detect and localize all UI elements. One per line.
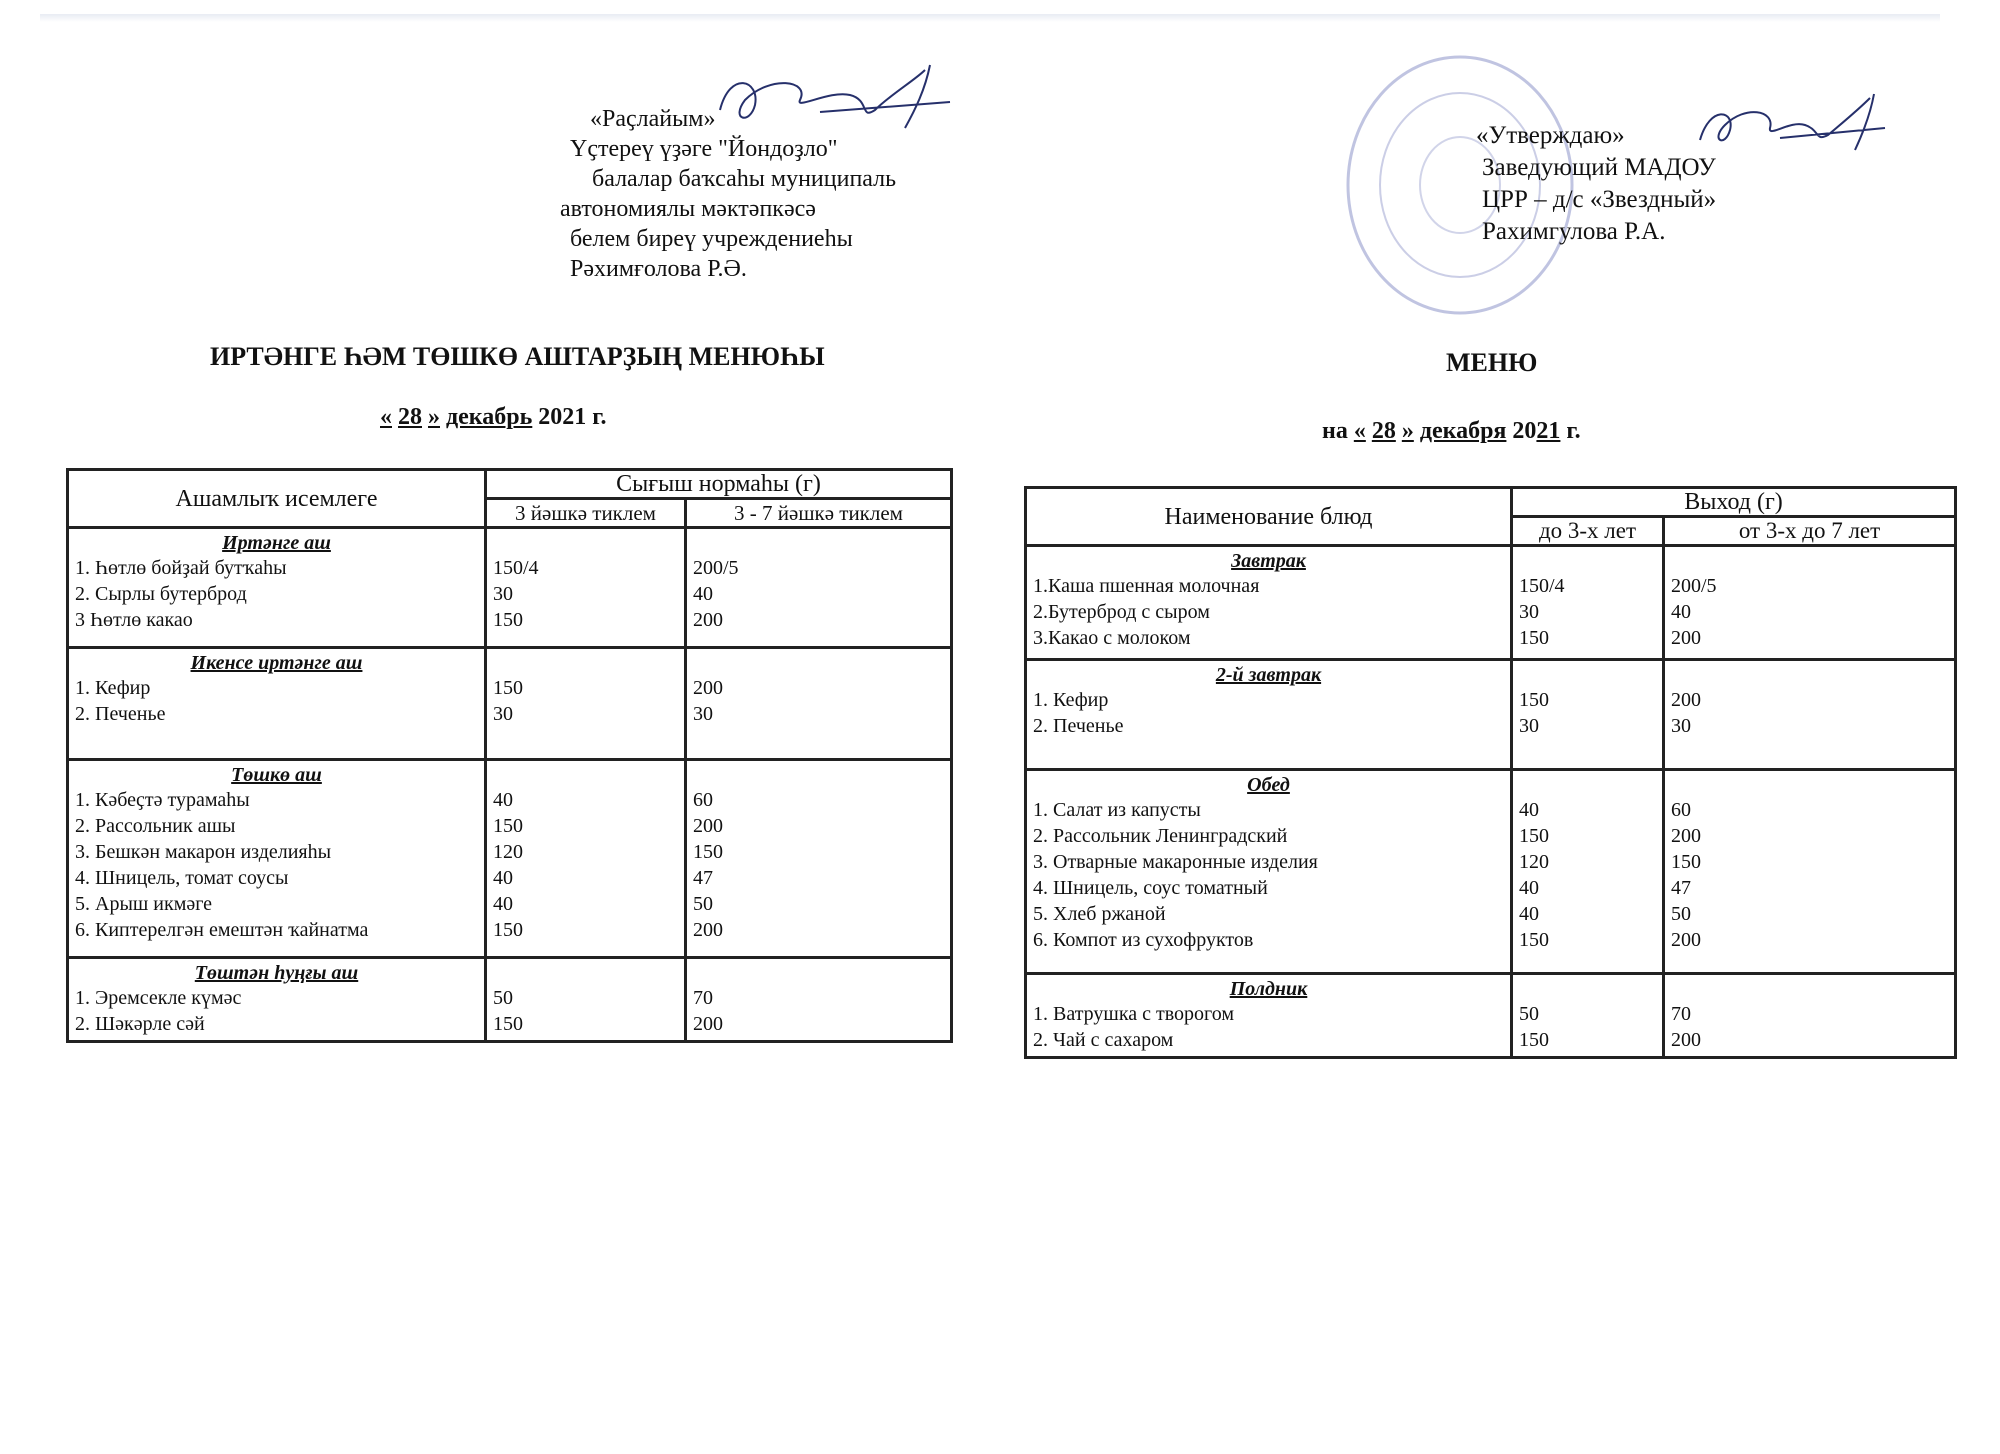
dish-item: 2. Сырлы бутерброд bbox=[75, 583, 247, 605]
dish-item: 3.Какао с молоком bbox=[1033, 627, 1191, 649]
date-month: декабрь bbox=[446, 404, 533, 430]
yield-value: 60 bbox=[693, 789, 713, 811]
approval-line: «Утверждаю» bbox=[1476, 122, 1625, 149]
yield-value: 40 bbox=[1519, 903, 1539, 925]
yield-value: 120 bbox=[1519, 851, 1549, 873]
yield-value: 40 bbox=[493, 867, 513, 889]
yield-value: 50 bbox=[1519, 1003, 1539, 1025]
header-yield: Сығыш нормаһы (г) bbox=[486, 470, 952, 499]
section-cell bbox=[1026, 546, 1512, 660]
header-age-a: до 3-х лет bbox=[1512, 517, 1664, 546]
dish-item: 1. Салат из капусты bbox=[1033, 799, 1201, 821]
yield-value: 40 bbox=[493, 893, 513, 915]
yield-value: 50 bbox=[693, 893, 713, 915]
date-prefix: на bbox=[1322, 418, 1348, 444]
table-row bbox=[68, 528, 952, 648]
scan-artifact bbox=[40, 14, 1940, 22]
yield-cell-b bbox=[686, 958, 952, 1042]
yield-value: 150 bbox=[1519, 1029, 1549, 1051]
section-title: Төшкө аш bbox=[231, 764, 322, 786]
yield-value: 40 bbox=[1671, 601, 1691, 623]
dish-item: 5. Хлеб ржаной bbox=[1033, 903, 1166, 925]
yield-value: 40 bbox=[693, 583, 713, 605]
yield-value: 70 bbox=[693, 987, 713, 1009]
yield-cell-a bbox=[486, 528, 686, 648]
dish-item: 2. Рассольник ашы bbox=[75, 815, 236, 837]
date-quote-close: » bbox=[1401, 418, 1414, 444]
yield-value: 47 bbox=[693, 867, 713, 889]
yield-value: 200 bbox=[1671, 627, 1701, 649]
yield-value: 200/5 bbox=[693, 557, 739, 579]
date-quote-close: » bbox=[428, 404, 440, 430]
yield-value: 150/4 bbox=[1519, 575, 1565, 597]
yield-value: 200 bbox=[693, 815, 723, 837]
yield-value: 200 bbox=[1671, 689, 1701, 711]
dish-item: 5. Арыш икмәге bbox=[75, 893, 213, 915]
section-cell bbox=[68, 528, 486, 648]
table-row bbox=[1026, 974, 1956, 1058]
dish-item: 2. Печенье bbox=[1033, 715, 1124, 737]
dish-item: 3. Бешкән макарон изделияһы bbox=[75, 841, 332, 863]
dish-item: 2. Шәкәрле сәй bbox=[75, 1013, 205, 1035]
approval-line: Рәхимғолова Р.Ә. bbox=[570, 256, 747, 282]
approval-line: Рахимгулова Р.А. bbox=[1482, 218, 1666, 245]
yield-value: 150 bbox=[1519, 627, 1549, 649]
section-cell bbox=[1026, 974, 1512, 1058]
yield-value: 200 bbox=[693, 919, 723, 941]
dish-item: 4. Шницель, соус томатный bbox=[1033, 877, 1268, 899]
yield-value: 30 bbox=[1519, 715, 1539, 737]
approval-line: «Раҫлайым» bbox=[590, 106, 716, 132]
yield-cell-a bbox=[486, 958, 686, 1042]
header-dish-name: Ашамлыҡ исемлеге bbox=[68, 470, 486, 528]
yield-value: 150 bbox=[493, 609, 523, 631]
yield-cell-b bbox=[1664, 660, 1956, 770]
dish-item: 2. Рассольник Ленинградский bbox=[1033, 825, 1288, 847]
section-title: Полдник bbox=[1229, 978, 1308, 1000]
date-quote-open: « bbox=[1353, 418, 1366, 444]
yield-value: 120 bbox=[493, 841, 523, 863]
yield-cell-a bbox=[1512, 546, 1664, 660]
dish-item: 6. Компот из сухофруктов bbox=[1033, 929, 1254, 951]
yield-value: 30 bbox=[693, 703, 713, 725]
yield-value: 30 bbox=[493, 703, 513, 725]
yield-value: 150 bbox=[693, 841, 723, 863]
date-year: 20 bbox=[1512, 418, 1537, 444]
approval-line: автономиялы мәктәпкәсә bbox=[560, 196, 816, 222]
dish-item: 1. Ватрушка с творогом bbox=[1033, 1003, 1235, 1025]
date-day: 28 bbox=[1371, 418, 1396, 444]
yield-cell-a bbox=[1512, 770, 1664, 974]
table-row bbox=[68, 760, 952, 958]
yield-value: 150 bbox=[493, 815, 523, 837]
yield-value: 200 bbox=[693, 1013, 723, 1035]
approval-line: Үҫтереү үҙәге "Йондоҙло" bbox=[570, 136, 838, 162]
section-title: Завтрак bbox=[1231, 550, 1306, 572]
yield-value: 40 bbox=[493, 789, 513, 811]
section-cell bbox=[68, 760, 486, 958]
section-cell bbox=[1026, 660, 1512, 770]
section-cell bbox=[68, 958, 486, 1042]
left-date bbox=[380, 404, 607, 431]
section-title: Икенсе иртәнге аш bbox=[190, 652, 363, 674]
section-cell bbox=[68, 648, 486, 760]
yield-value: 50 bbox=[493, 987, 513, 1009]
yield-value: 50 bbox=[1671, 903, 1691, 925]
yield-value: 150 bbox=[493, 1013, 523, 1035]
yield-value: 200 bbox=[1671, 929, 1701, 951]
table-row bbox=[1026, 770, 1956, 974]
yield-cell-b bbox=[686, 648, 952, 760]
yield-value: 47 bbox=[1671, 877, 1691, 899]
header-age-a: 3 йәшкә тиклем bbox=[486, 499, 686, 528]
header-age-b: от 3-х до 7 лет bbox=[1664, 517, 1956, 546]
dish-item: 2.Бутерброд с сыром bbox=[1033, 601, 1210, 623]
table-row bbox=[1026, 660, 1956, 770]
date-month: декабря bbox=[1419, 418, 1507, 444]
dish-item: 4. Шницель, томат соусы bbox=[75, 867, 289, 889]
approval-line: Заведующий МАДОУ bbox=[1482, 154, 1716, 181]
section-title: Төштән һуңғы аш bbox=[194, 962, 359, 984]
right-approval-block bbox=[1476, 120, 1716, 248]
yield-cell-b bbox=[1664, 770, 1956, 974]
date-year-end: 21 bbox=[1536, 418, 1561, 444]
dish-item: 1. Кәбеҫтә турамаһы bbox=[75, 789, 250, 811]
dish-item: 2. Печенье bbox=[75, 703, 166, 725]
yield-value: 200/5 bbox=[1671, 575, 1717, 597]
yield-cell-a bbox=[486, 648, 686, 760]
date-day: 28 bbox=[398, 404, 422, 430]
yield-value: 40 bbox=[1519, 877, 1539, 899]
yield-cell-b bbox=[686, 528, 952, 648]
approval-line: белем биреү учреждениеһы bbox=[570, 226, 853, 252]
yield-value: 200 bbox=[1671, 825, 1701, 847]
table-row bbox=[68, 648, 952, 760]
header-age-b: 3 - 7 йәшкә тиклем bbox=[686, 499, 952, 528]
yield-value: 150 bbox=[1671, 851, 1701, 873]
header-yield: Выход (г) bbox=[1512, 488, 1956, 517]
left-title: ИРТӘНГЕ ҺӘМ ТӨШКӨ АШТАРҘЫҢ МЕНЮҺЫ bbox=[210, 342, 825, 371]
dish-item: 1. Һөтлө бойҙай бутҡаһы bbox=[75, 557, 287, 579]
dish-item: 3. Отварные макаронные изделия bbox=[1033, 851, 1318, 873]
yield-cell-b bbox=[1664, 974, 1956, 1058]
yield-value: 150 bbox=[1519, 825, 1549, 847]
yield-value: 150 bbox=[1519, 929, 1549, 951]
right-signature bbox=[1690, 80, 1890, 160]
dish-item: 1. Кефир bbox=[75, 677, 151, 699]
dish-item: 1. Эремсекле күмәс bbox=[75, 987, 242, 1009]
yield-value: 40 bbox=[1519, 799, 1539, 821]
yield-value: 150 bbox=[1519, 689, 1549, 711]
yield-value: 150 bbox=[493, 677, 523, 699]
yield-value: 150/4 bbox=[493, 557, 539, 579]
approval-line: балалар баҡсаһы муниципаль bbox=[592, 166, 897, 192]
yield-value: 150 bbox=[493, 919, 523, 941]
dish-item: 2. Чай с сахаром bbox=[1033, 1029, 1174, 1051]
yield-cell-b bbox=[686, 760, 952, 958]
yield-value: 200 bbox=[1671, 1029, 1701, 1051]
yield-value: 30 bbox=[493, 583, 513, 605]
date-year: 2021 bbox=[538, 404, 587, 430]
dish-item: 1. Кефир bbox=[1033, 689, 1109, 711]
yield-cell-b bbox=[1664, 546, 1956, 660]
yield-value: 30 bbox=[1519, 601, 1539, 623]
table-row bbox=[68, 958, 952, 1042]
section-title: Иртәнге аш bbox=[222, 532, 331, 554]
section-title: 2-й завтрак bbox=[1215, 664, 1322, 686]
right-title: МЕНЮ bbox=[1446, 348, 1538, 377]
approval-line: ЦРР – д/с «Звездный» bbox=[1482, 186, 1717, 213]
yield-value: 70 bbox=[1671, 1003, 1691, 1025]
dish-item: 6. Киптерелгән емештән ҡайнатма bbox=[75, 919, 369, 941]
date-suffix: г. bbox=[1566, 418, 1581, 444]
yield-value: 200 bbox=[693, 677, 723, 699]
yield-value: 200 bbox=[693, 609, 723, 631]
date-quote-open: « bbox=[380, 404, 392, 430]
left-signature bbox=[700, 50, 960, 140]
dish-item: 1.Каша пшенная молочная bbox=[1033, 575, 1260, 597]
date-suffix: г. bbox=[592, 404, 607, 430]
right-menu-table bbox=[1024, 486, 1957, 1059]
yield-value: 60 bbox=[1671, 799, 1691, 821]
dish-item: 3 Һөтлө какао bbox=[75, 609, 193, 631]
table-row bbox=[1026, 546, 1956, 660]
left-menu-table bbox=[66, 468, 953, 1043]
right-date bbox=[1322, 418, 1581, 445]
yield-value: 30 bbox=[1671, 715, 1691, 737]
section-cell bbox=[1026, 770, 1512, 974]
section-title: Обед bbox=[1247, 774, 1290, 796]
yield-cell-a bbox=[1512, 974, 1664, 1058]
header-dish-name: Наименование блюд bbox=[1026, 488, 1512, 546]
yield-cell-a bbox=[486, 760, 686, 958]
yield-cell-a bbox=[1512, 660, 1664, 770]
